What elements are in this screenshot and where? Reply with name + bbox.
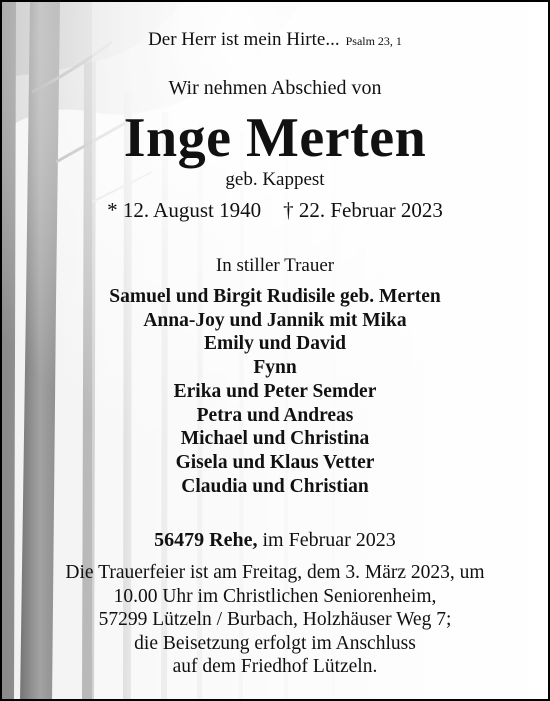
mourner-item: Anna-Joy und Jannik mit Mika [143, 309, 407, 331]
funeral-line: Die Trauerfeier ist am Freitag, dem 3. März 2023, um [65, 562, 485, 583]
farewell-heading: Wir nehmen Abschied von [168, 77, 382, 99]
birth-date: * 12. August 1940 [107, 198, 262, 222]
life-dates [2, 198, 548, 223]
funeral-info [2, 561, 548, 679]
deceased-name: Inge Merten [123, 107, 427, 169]
mourner-item: Fynn [253, 357, 297, 379]
mourner-item: Erika und Peter Semder [173, 380, 377, 402]
verse-text: Der Herr ist mein Hirte... [148, 29, 340, 50]
funeral-line: auf dem Friedhof Lützeln. [172, 656, 378, 677]
mourning-line: In stiller Trauer [215, 255, 335, 276]
place: 56479 Rehe, [154, 529, 258, 551]
mourner-item: Claudia und Christian [181, 475, 369, 497]
funeral-line: die Beisetzung erfolgt im Anschluss [134, 632, 416, 654]
mourner-item: Michael und Christina [180, 428, 370, 450]
place-and-date [2, 529, 548, 552]
death-date: † 22. Februar 2023 [283, 198, 443, 222]
mourner-item: Samuel und Birgit Rudisile geb. Merten [109, 286, 441, 307]
obituary-content [2, 2, 548, 699]
place-date: im Februar 2023 [262, 529, 396, 551]
bible-verse [2, 29, 548, 51]
maiden-name: geb. Kappest [225, 169, 325, 190]
mourner-item: Gisela und Klaus Vetter [175, 451, 375, 473]
mourners-list [2, 285, 548, 498]
verse-reference: Psalm 23, 1 [345, 34, 402, 48]
mourner-item: Emily und David [204, 333, 346, 355]
mourner-item: Petra und Andreas [196, 404, 354, 426]
funeral-line: 57299 Lützeln / Burbach, Holzhäuser Weg 7; [98, 609, 452, 630]
funeral-line: 10.00 Uhr im Christlichen Seniorenheim, [113, 585, 437, 607]
